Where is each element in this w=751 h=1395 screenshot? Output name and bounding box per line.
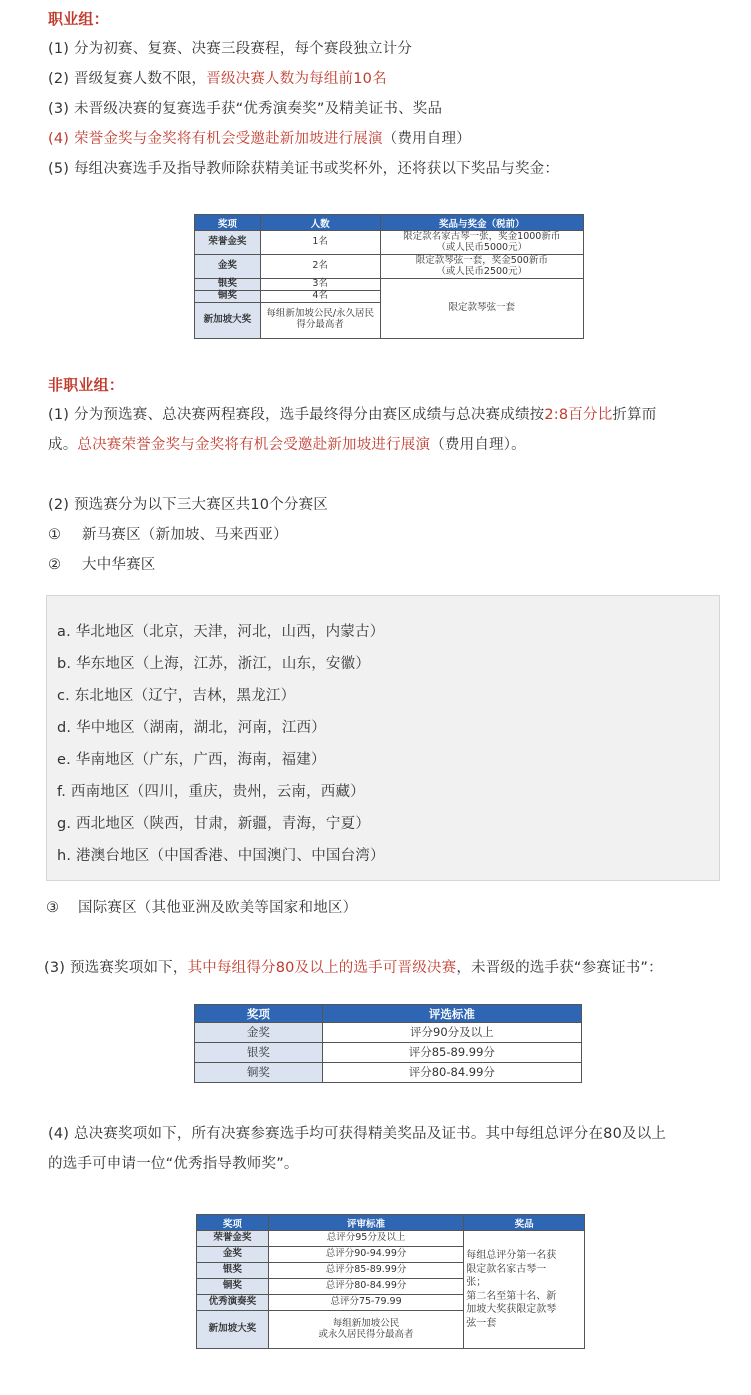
award-cell: 银奖 — [197, 1263, 269, 1279]
criteria-cell: 评分80-84.99分 — [322, 1063, 581, 1083]
p1-text: 成。 — [48, 437, 78, 453]
pro-item-1: (1) 分为初赛、复赛、决赛三段赛程，每个赛段独立计分 — [48, 41, 413, 57]
zone-1: 新马赛区（新加坡、马来西亚） — [82, 527, 288, 543]
award-cell: 铜奖 — [197, 1279, 269, 1295]
criteria-line: 或永久居民得分最高者 — [318, 1328, 414, 1340]
p1-text: （费用自理）。 — [430, 437, 526, 453]
table-row — [195, 1023, 582, 1043]
prize-line: 限定款名家古琴一 — [466, 1263, 547, 1275]
criteria-cell: 总评分95分及以上 — [268, 1231, 463, 1247]
count-cell: 1名 — [260, 231, 380, 255]
prize-cell: 限定款琴弦一套 — [380, 279, 583, 339]
pro-item-3: (3) 未晋级决赛的复赛选手获“优秀演奏奖”及精美证书、奖品 — [48, 101, 443, 117]
col-header-prize: 奖品 — [464, 1215, 585, 1231]
table-header-row — [195, 1005, 582, 1023]
prize-line: 第二名至第十名、新 — [466, 1290, 557, 1302]
prize-line: （或人民币5000元） — [436, 241, 528, 253]
region-item: a. 华北地区（北京，天津，河北，山西，内蒙古） — [57, 624, 385, 640]
amateur-heading: 非职业组： — [48, 376, 125, 394]
p1-text: (1) 分为预选赛、总决赛两程赛段，选手最终得分由赛区成绩与总决赛成绩按 — [48, 407, 545, 423]
prize-cell — [380, 231, 583, 255]
criteria-cell: 评分90分及以上 — [322, 1023, 581, 1043]
award-cell: 新加坡大奖 — [197, 1311, 269, 1349]
amateur-p4-line2: 的选手可申请一位“优秀指导教师奖”。 — [48, 1156, 299, 1172]
prize-cell — [464, 1231, 585, 1349]
p1-ratio: 2:8百分比 — [544, 407, 613, 423]
p1-text: 折算而 — [612, 407, 657, 423]
award-cell: 铜奖 — [195, 290, 261, 302]
table-row — [195, 1043, 582, 1063]
prize-cell — [380, 255, 583, 279]
col-header-criteria: 评审标准 — [268, 1215, 463, 1231]
prize-line: 张； — [466, 1277, 487, 1288]
award-cell: 优秀演奏奖 — [197, 1295, 269, 1311]
pro-awards-table — [194, 214, 584, 339]
amateur-p3 — [44, 957, 663, 979]
prize-line: 加坡大奖获限定款琴 — [466, 1304, 557, 1315]
table-header-row — [195, 215, 584, 231]
pro-item-2-highlight: 晋级决赛人数为每组前10名 — [206, 71, 387, 87]
prize-line: 限定款琴弦一套，奖金500新币 — [415, 254, 548, 266]
p3-text: ，未晋级的选手获“参赛证书”： — [456, 960, 663, 976]
criteria-cell: 总评分80-84.99分 — [268, 1279, 463, 1295]
zone-3-num: ③ — [46, 900, 60, 916]
count-cell: 3名 — [260, 279, 380, 291]
prize-line: 每组总评分第一名获 — [466, 1250, 557, 1261]
region-item: h. 港澳台地区（中国香港、中国澳门、中国台湾） — [57, 848, 385, 864]
prelim-awards-table — [194, 1004, 582, 1083]
pro-item-4-num: (4) — [48, 131, 74, 147]
award-cell: 铜奖 — [195, 1063, 323, 1083]
pro-item-5: (5) 每组决赛选手及指导教师除获精美证书或奖杯外，还将获以下奖品与奖金： — [48, 161, 560, 177]
col-header-prize: 奖品与奖金（税前） — [380, 215, 583, 231]
region-item: e. 华南地区（广东，广西，海南，福建） — [57, 752, 326, 768]
award-cell: 银奖 — [195, 279, 261, 291]
region-item: f. 西南地区（四川，重庆，贵州，云南，西藏） — [57, 784, 365, 800]
region-item: c. 东北地区（辽宁，吉林，黑龙江） — [57, 688, 296, 704]
amateur-p1-line1 — [48, 404, 657, 426]
col-header-award: 奖项 — [197, 1215, 269, 1231]
col-header-award: 奖项 — [195, 215, 261, 231]
col-header-criteria: 评选标准 — [322, 1005, 581, 1023]
table-row — [197, 1231, 585, 1247]
zone-3: 国际赛区（其他亚洲及欧美等国家和地区） — [78, 900, 358, 916]
award-cell: 新加坡大奖 — [195, 302, 261, 338]
amateur-p1-line2 — [48, 434, 526, 456]
region-item: g. 西北地区（陕西，甘肃，新疆，青海，宁夏） — [57, 816, 371, 832]
table-row — [195, 231, 584, 255]
award-cell: 金奖 — [195, 1023, 323, 1043]
col-header-award: 奖项 — [195, 1005, 323, 1023]
col-header-count: 人数 — [260, 215, 380, 231]
count-line: 每组新加坡公民/永久居民 — [266, 308, 375, 320]
criteria-line: 每组新加坡公民 — [332, 1317, 400, 1329]
count-cell — [260, 302, 380, 338]
p3-text: (3) 预选赛奖项如下， — [44, 960, 188, 976]
criteria-cell: 总评分85-89.99分 — [268, 1263, 463, 1279]
award-cell: 银奖 — [195, 1043, 323, 1063]
final-awards-table — [196, 1214, 585, 1349]
prize-line: （或人民币2500元） — [436, 265, 528, 277]
zone-2-num: ② — [48, 557, 62, 573]
criteria-cell — [268, 1311, 463, 1349]
criteria-cell: 总评分75-79.99 — [268, 1295, 463, 1311]
region-item: d. 华中地区（湖南，湖北，河南，江西） — [57, 720, 326, 736]
criteria-cell: 总评分90-94.99分 — [268, 1247, 463, 1263]
amateur-p4-line1: (4) 总决赛奖项如下，所有决赛参赛选手均可获得精美奖品及证书。其中每组总评分在80及以上 — [48, 1126, 667, 1142]
region-item: b. 华东地区（上海，江苏，浙江，山东，安徽） — [57, 656, 371, 672]
table-header-row — [197, 1215, 585, 1231]
regions-box — [46, 595, 720, 881]
award-cell: 金奖 — [195, 255, 261, 279]
count-cell: 4名 — [260, 290, 380, 302]
pro-item-4 — [48, 128, 471, 150]
table-row — [195, 255, 584, 279]
count-line: 得分最高者 — [296, 319, 344, 331]
p3-highlight: 其中每组得分80及以上的选手可晋级决赛 — [187, 960, 457, 976]
award-cell: 荣誉金奖 — [197, 1231, 269, 1247]
p1-highlight: 总决赛荣誉金奖与金奖将有机会受邀赴新加坡进行展演 — [77, 437, 431, 453]
prize-line: 弦一套 — [466, 1317, 497, 1329]
table-row — [195, 279, 584, 291]
table-row — [195, 1063, 582, 1083]
award-cell: 金奖 — [197, 1247, 269, 1263]
pro-item-4-highlight: 荣誉金奖与金奖将有机会受邀赴新加坡进行展演 — [73, 131, 383, 147]
amateur-p2: (2) 预选赛分为以下三大赛区共10个分赛区 — [48, 497, 328, 513]
pro-item-2 — [48, 68, 387, 90]
pro-item-4-rest: （费用自理） — [382, 131, 471, 147]
count-cell: 2名 — [260, 255, 380, 279]
award-cell: 荣誉金奖 — [195, 231, 261, 255]
pro-item-2-text: (2) 晋级复赛人数不限， — [48, 71, 207, 87]
criteria-cell: 评分85-89.99分 — [322, 1043, 581, 1063]
zone-1-num: ① — [48, 527, 62, 543]
pro-heading: 职业组： — [48, 10, 109, 28]
zone-2: 大中华赛区 — [82, 557, 156, 573]
prize-line: 限定款名家古琴一张，奖金1000新币 — [403, 230, 561, 242]
